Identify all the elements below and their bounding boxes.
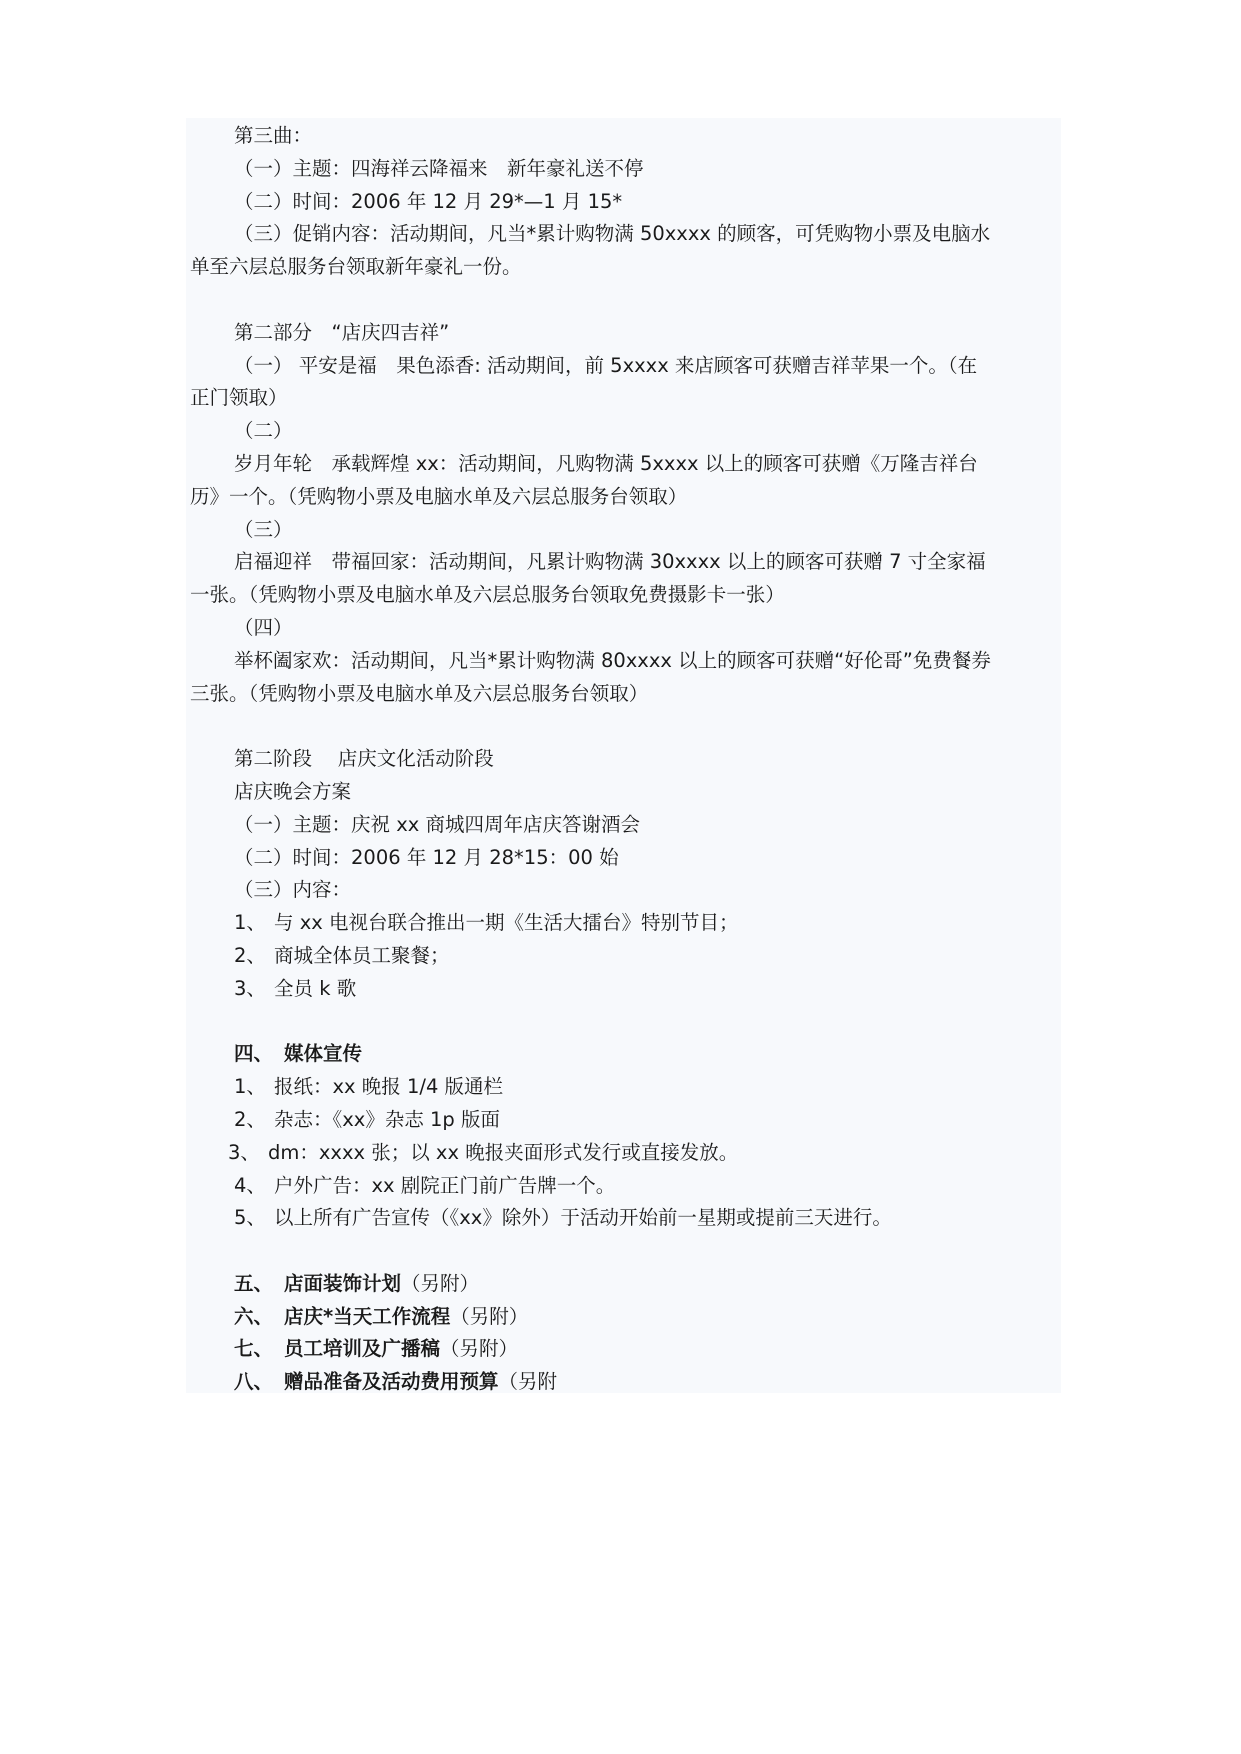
spacer: [190, 284, 1057, 317]
gala-content-label: （三）内容：: [234, 878, 352, 902]
lucky-item-2: 岁月年轮 承载辉煌 xx：活动期间，凡购物满 5xxxx 以上的顾客可获赠《万隆吉祥台: [234, 451, 978, 475]
lucky-item-4-cont: 三张。（凭购物小票及电脑水单及六层总服务台领取）: [190, 681, 649, 705]
part-two-heading: 第二部分 “店庆四吉祥”: [234, 320, 450, 344]
media-item: 4、 户外广告：xx 剧院正门前广告牌一个。: [234, 1173, 616, 1197]
gala-time: （二）时间：2006 年 12 月 28*15：00 始: [234, 845, 619, 869]
lucky-item-2-num: （二）: [234, 419, 293, 443]
promo-line: （三）促销内容：活动期间，凡当*累计购物满 50xxxx 的顾客，可凭购物小票及电脑水: [234, 222, 991, 246]
lucky-item-3: 启福迎祥 带福回家：活动期间，凡累计购物满 30xxxx 以上的顾客可获赠 7 寸全家福: [234, 550, 986, 574]
media-item: 1、 报纸：xx 晚报 1/4 版通栏: [234, 1075, 504, 1099]
time-line: （二）时间：2006 年 12 月 29*—1 月 15*: [234, 189, 623, 213]
spacer: [190, 710, 1057, 743]
lucky-item-3-num: （三）: [234, 517, 293, 541]
heading-third-song: 第三曲：: [234, 124, 313, 147]
spacer: [190, 1235, 1057, 1268]
section-heading: 八、 赠品准备及活动费用预算（另附: [234, 1370, 558, 1394]
lucky-item-3-cont: 一张。（凭购物小票及电脑水单及六层总服务台领取免费摄影卡一张）: [190, 583, 785, 607]
media-item: 5、 以上所有广告宣传（《xx》除外）于活动开始前一星期或提前三天进行。: [234, 1206, 892, 1230]
section-heading: 七、 员工培训及广播稿（另附）: [234, 1337, 519, 1361]
lucky-item-4-num: （四）: [234, 615, 293, 639]
lucky-item-1: （一） 平安是福 果色添香: 活动期间，前 5xxxx 来店顾客可获赠吉祥苹果一个。（在: [234, 353, 978, 377]
program-item: 2、 商城全体员工聚餐；: [234, 943, 450, 967]
theme-line: （一）主题：四海祥云降福来 新年豪礼送不停: [234, 156, 644, 180]
program-item: 1、 与 xx 电视台联合推出一期《生活大擂台》特别节目；: [234, 911, 739, 935]
gala-theme: （一）主题：庆祝 xx 商城四周年店庆答谢酒会: [234, 812, 640, 836]
lucky-item-2-cont: 历》一个。（凭购物小票及电脑水单及六层总服务台领取）: [190, 484, 688, 508]
spacer: [190, 1006, 1057, 1039]
lucky-item-4: 举杯阖家欢：活动期间，凡当*累计购物满 80xxxx 以上的顾客可获赠“好伦哥”免费餐券: [234, 648, 991, 672]
media-item: 2、 杂志：《xx》杂志 1p 版面: [234, 1107, 501, 1131]
section-heading: 六、 店庆*当天工作流程（另附）: [234, 1304, 529, 1328]
section-heading: 五、 店面装饰计划（另附）: [234, 1271, 480, 1295]
document-body: [186, 118, 1061, 1393]
media-heading: 四、 媒体宣传: [234, 1042, 363, 1066]
lucky-item-1-cont: 正门领取）: [190, 386, 288, 410]
media-item: 3、 dm：xxxx 张；以 xx 晚报夹面形式发行或直接发放。: [228, 1140, 739, 1164]
promo-line-cont: 单至六层总服务台领取新年豪礼一份。: [190, 255, 522, 279]
stage-two-heading: 第二阶段 店庆文化活动阶段: [234, 747, 494, 771]
gala-plan-title: 店庆晚会方案: [234, 779, 352, 803]
program-item: 3、 全员 k 歌: [234, 976, 357, 1000]
